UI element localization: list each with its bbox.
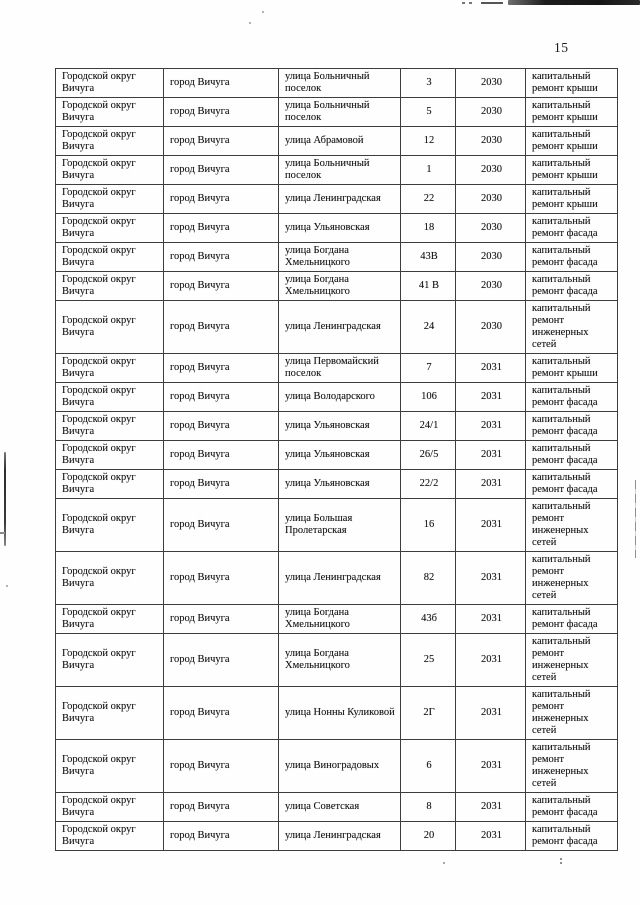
- table-row: [56, 383, 618, 412]
- cell-district: Городской округ Вичуга: [56, 301, 164, 354]
- cell-street: улица Ленинградская: [279, 552, 401, 605]
- cell-street: улица Нонны Куликовой: [279, 687, 401, 740]
- cell-work-type: капитальный ремонт фасада: [526, 793, 618, 822]
- cell-district: Городской округ Вичуга: [56, 214, 164, 243]
- cell-year: 2031: [456, 441, 526, 470]
- cell-year: 2031: [456, 470, 526, 499]
- cell-district: Городской округ Вичуга: [56, 185, 164, 214]
- table-row: [56, 822, 618, 851]
- cell-house-number: 22/2: [401, 470, 456, 499]
- cell-house-number: 2Г: [401, 687, 456, 740]
- cell-street: улица Ульяновская: [279, 214, 401, 243]
- scan-speck: [443, 862, 445, 864]
- scan-speck: [560, 858, 562, 864]
- table-row: [56, 69, 618, 98]
- table-row: [56, 214, 618, 243]
- cell-year: 2031: [456, 740, 526, 793]
- cell-work-type: капитальный ремонт инженерных сетей: [526, 301, 618, 354]
- cell-city: город Вичуга: [164, 441, 279, 470]
- table-row: [56, 552, 618, 605]
- scan-artifact-left-dash: [0, 532, 5, 534]
- cell-house-number: 12: [401, 127, 456, 156]
- cell-year: 2031: [456, 793, 526, 822]
- cell-house-number: 25: [401, 634, 456, 687]
- cell-city: город Вичуга: [164, 552, 279, 605]
- cell-city: город Вичуга: [164, 605, 279, 634]
- cell-district: Городской округ Вичуга: [56, 98, 164, 127]
- cell-street: улица Ульяновская: [279, 441, 401, 470]
- cell-work-type: капитальный ремонт крыши: [526, 156, 618, 185]
- cell-year: 2031: [456, 687, 526, 740]
- cell-work-type: капитальный ремонт фасада: [526, 243, 618, 272]
- cell-year: 2030: [456, 69, 526, 98]
- cell-house-number: 3: [401, 69, 456, 98]
- table-row: [56, 243, 618, 272]
- table-row: [56, 470, 618, 499]
- cell-city: город Вичуга: [164, 69, 279, 98]
- table-row: [56, 793, 618, 822]
- cell-city: город Вичуга: [164, 412, 279, 441]
- cell-year: 2031: [456, 634, 526, 687]
- cell-city: город Вичуга: [164, 470, 279, 499]
- scan-speck: [6, 585, 8, 587]
- cell-house-number: 8: [401, 793, 456, 822]
- cell-work-type: капитальный ремонт крыши: [526, 69, 618, 98]
- cell-city: город Вичуга: [164, 301, 279, 354]
- scan-artifact-left-bar: [4, 452, 6, 546]
- cell-house-number: 18: [401, 214, 456, 243]
- cell-house-number: 5: [401, 98, 456, 127]
- cell-work-type: капитальный ремонт инженерных сетей: [526, 634, 618, 687]
- cell-street: улица Абрамовой: [279, 127, 401, 156]
- scan-artifact-top-dots: [462, 2, 476, 4]
- cell-street: улица Богдана Хмельницкого: [279, 243, 401, 272]
- cell-house-number: 43В: [401, 243, 456, 272]
- cell-house-number: 22: [401, 185, 456, 214]
- cell-year: 2030: [456, 214, 526, 243]
- cell-city: город Вичуга: [164, 383, 279, 412]
- cell-street: улица Ленинградская: [279, 301, 401, 354]
- cell-year: 2031: [456, 354, 526, 383]
- cell-year: 2030: [456, 243, 526, 272]
- cell-work-type: капитальный ремонт фасада: [526, 383, 618, 412]
- cell-city: город Вичуга: [164, 499, 279, 552]
- cell-district: Городской округ Вичуга: [56, 441, 164, 470]
- cell-work-type: капитальный ремонт фасада: [526, 272, 618, 301]
- cell-work-type: капитальный ремонт крыши: [526, 185, 618, 214]
- cell-house-number: 43б: [401, 605, 456, 634]
- cell-street: улица Виноградовых: [279, 740, 401, 793]
- cell-district: Городской округ Вичуга: [56, 383, 164, 412]
- cell-house-number: 26/5: [401, 441, 456, 470]
- table-row: [56, 354, 618, 383]
- table-body: [56, 69, 618, 851]
- scan-artifact-right-line: [635, 480, 636, 558]
- table-row: [56, 499, 618, 552]
- cell-house-number: 41 В: [401, 272, 456, 301]
- cell-house-number: 24/1: [401, 412, 456, 441]
- cell-work-type: капитальный ремонт фасада: [526, 822, 618, 851]
- cell-year: 2030: [456, 127, 526, 156]
- cell-year: 2031: [456, 552, 526, 605]
- cell-work-type: капитальный ремонт фасада: [526, 605, 618, 634]
- cell-street: улица Первомайский поселок: [279, 354, 401, 383]
- cell-year: 2031: [456, 499, 526, 552]
- table-row: [56, 412, 618, 441]
- cell-city: город Вичуга: [164, 822, 279, 851]
- cell-district: Городской округ Вичуга: [56, 793, 164, 822]
- cell-district: Городской округ Вичуга: [56, 634, 164, 687]
- cell-work-type: капитальный ремонт фасада: [526, 214, 618, 243]
- cell-year: 2030: [456, 272, 526, 301]
- cell-city: город Вичуга: [164, 793, 279, 822]
- cell-city: город Вичуга: [164, 740, 279, 793]
- cell-street: улица Ленинградская: [279, 185, 401, 214]
- cell-city: город Вичуга: [164, 185, 279, 214]
- cell-city: город Вичуга: [164, 214, 279, 243]
- cell-street: улица Богдана Хмельницкого: [279, 634, 401, 687]
- cell-year: 2031: [456, 822, 526, 851]
- cell-district: Городской округ Вичуга: [56, 272, 164, 301]
- table-row: [56, 687, 618, 740]
- cell-street: улица Богдана Хмельницкого: [279, 605, 401, 634]
- cell-house-number: 82: [401, 552, 456, 605]
- cell-street: улица Советская: [279, 793, 401, 822]
- cell-work-type: капитальный ремонт крыши: [526, 354, 618, 383]
- scan-speck: [262, 11, 264, 13]
- cell-street: улица Ульяновская: [279, 412, 401, 441]
- scan-speck: [249, 22, 251, 24]
- cell-house-number: 6: [401, 740, 456, 793]
- cell-street: улица Больничный поселок: [279, 156, 401, 185]
- cell-city: город Вичуга: [164, 156, 279, 185]
- scan-artifact-top-dash: [481, 2, 503, 4]
- cell-work-type: капитальный ремонт фасада: [526, 441, 618, 470]
- cell-street: улица Ульяновская: [279, 470, 401, 499]
- cell-district: Городской округ Вичуга: [56, 412, 164, 441]
- cell-district: Городской округ Вичуга: [56, 69, 164, 98]
- table-row: [56, 127, 618, 156]
- cell-city: город Вичуга: [164, 243, 279, 272]
- cell-house-number: 24: [401, 301, 456, 354]
- cell-year: 2031: [456, 383, 526, 412]
- cell-work-type: капитальный ремонт инженерных сетей: [526, 687, 618, 740]
- table-row: [56, 605, 618, 634]
- cell-district: Городской округ Вичуга: [56, 552, 164, 605]
- cell-house-number: 1: [401, 156, 456, 185]
- cell-work-type: капитальный ремонт фасада: [526, 470, 618, 499]
- capital-repair-schedule-table: [55, 68, 618, 851]
- table-row: [56, 98, 618, 127]
- table-row: [56, 185, 618, 214]
- cell-street: улица Большая Пролетарская: [279, 499, 401, 552]
- cell-work-type: капитальный ремонт крыши: [526, 98, 618, 127]
- cell-city: город Вичуга: [164, 272, 279, 301]
- table-row: [56, 634, 618, 687]
- cell-street: улица Володарского: [279, 383, 401, 412]
- cell-year: 2030: [456, 156, 526, 185]
- cell-district: Городской округ Вичуга: [56, 499, 164, 552]
- cell-house-number: 16: [401, 499, 456, 552]
- cell-district: Городской округ Вичуга: [56, 127, 164, 156]
- scan-artifact-top-bar: [508, 0, 640, 5]
- cell-street: улица Ленинградская: [279, 822, 401, 851]
- cell-district: Городской округ Вичуга: [56, 470, 164, 499]
- cell-city: город Вичуга: [164, 127, 279, 156]
- cell-street: улица Больничный поселок: [279, 69, 401, 98]
- cell-city: город Вичуга: [164, 98, 279, 127]
- table-row: [56, 272, 618, 301]
- cell-year: 2030: [456, 301, 526, 354]
- cell-district: Городской округ Вичуга: [56, 687, 164, 740]
- table-row: [56, 740, 618, 793]
- table-row: [56, 441, 618, 470]
- cell-year: 2030: [456, 185, 526, 214]
- cell-work-type: капитальный ремонт инженерных сетей: [526, 499, 618, 552]
- cell-street: улица Больничный поселок: [279, 98, 401, 127]
- cell-work-type: капитальный ремонт инженерных сетей: [526, 740, 618, 793]
- cell-year: 2031: [456, 412, 526, 441]
- cell-house-number: 20: [401, 822, 456, 851]
- cell-work-type: капитальный ремонт крыши: [526, 127, 618, 156]
- cell-district: Городской округ Вичуга: [56, 243, 164, 272]
- table-row: [56, 156, 618, 185]
- cell-street: улица Богдана Хмельницкого: [279, 272, 401, 301]
- cell-district: Городской округ Вичуга: [56, 156, 164, 185]
- cell-house-number: 7: [401, 354, 456, 383]
- cell-work-type: капитальный ремонт фасада: [526, 412, 618, 441]
- table-row: [56, 301, 618, 354]
- cell-district: Городской округ Вичуга: [56, 354, 164, 383]
- cell-district: Городской округ Вичуга: [56, 740, 164, 793]
- cell-district: Городской округ Вичуга: [56, 822, 164, 851]
- cell-city: город Вичуга: [164, 634, 279, 687]
- cell-city: город Вичуга: [164, 354, 279, 383]
- cell-district: Городской округ Вичуга: [56, 605, 164, 634]
- cell-house-number: 106: [401, 383, 456, 412]
- cell-year: 2031: [456, 605, 526, 634]
- cell-city: город Вичуга: [164, 687, 279, 740]
- cell-year: 2030: [456, 98, 526, 127]
- page-number: 15: [554, 40, 569, 55]
- cell-work-type: капитальный ремонт инженерных сетей: [526, 552, 618, 605]
